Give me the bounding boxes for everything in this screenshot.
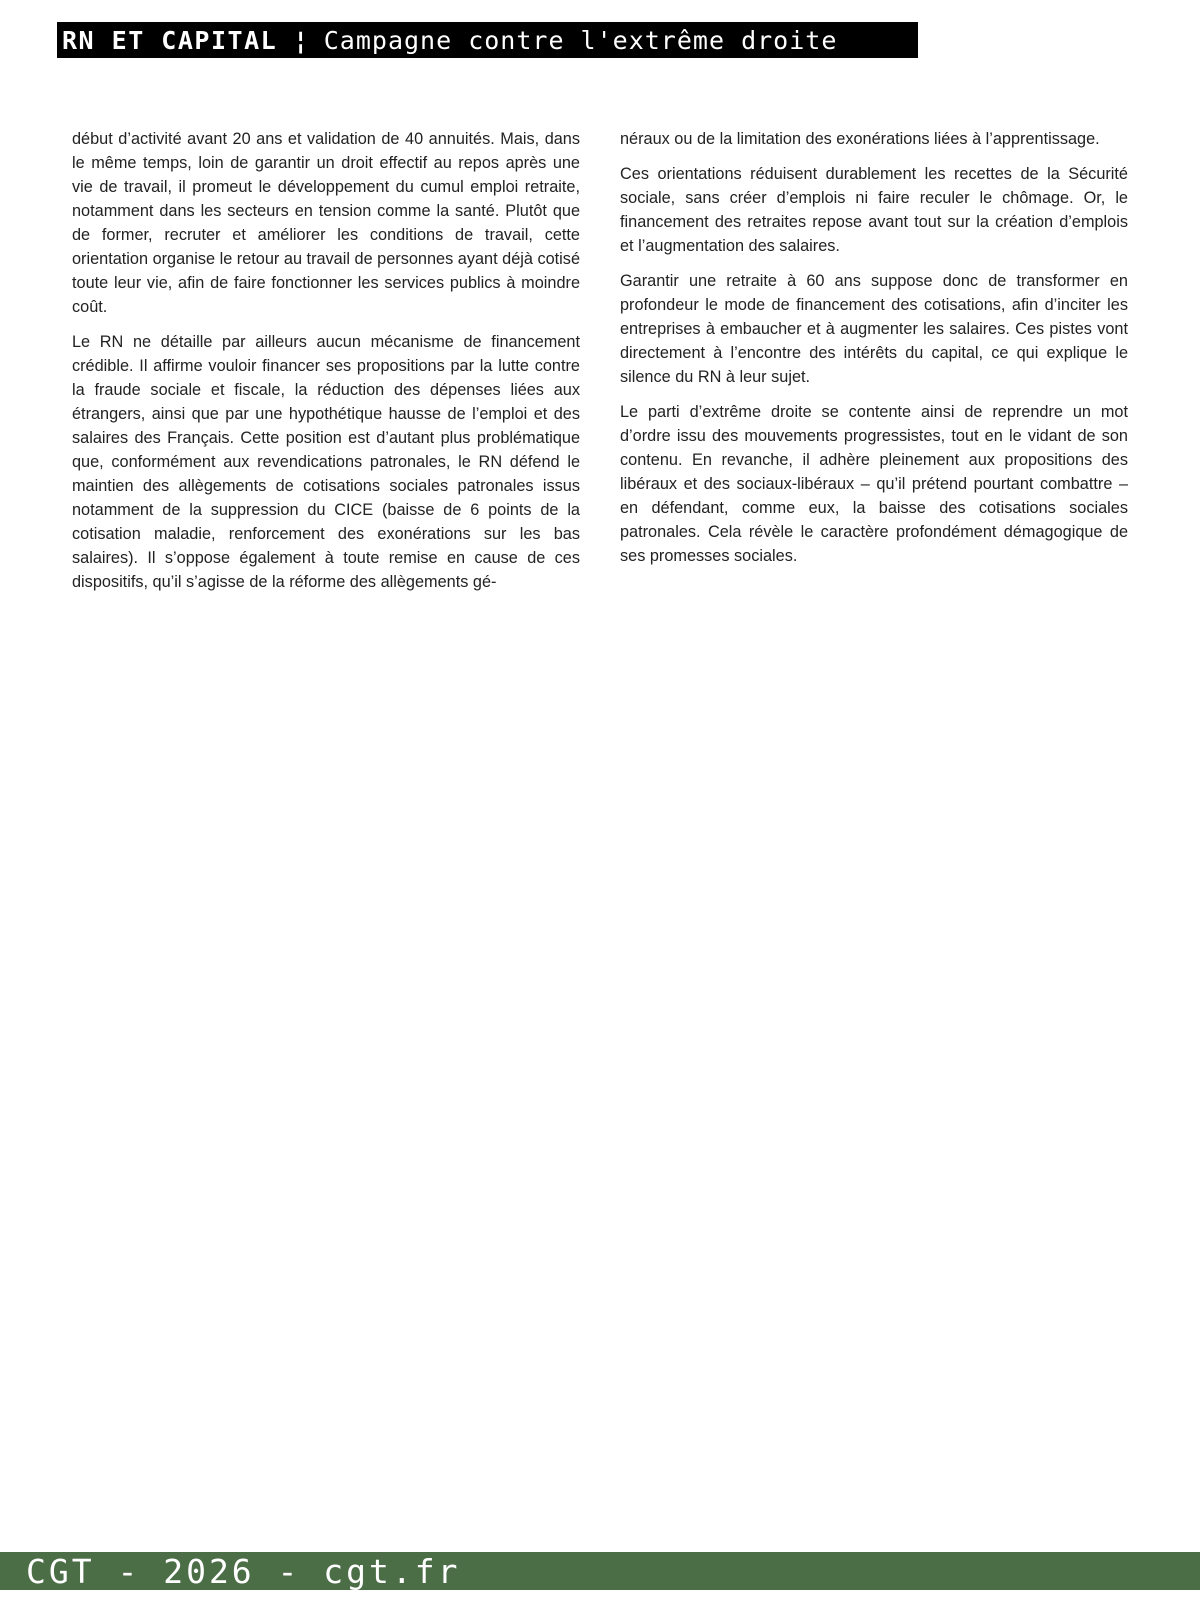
paragraph: néraux ou de la limitation des exonérations liées à l’apprentissage. — [620, 130, 1100, 148]
paragraph: début d’activité avant 20 ans et validation de 40 annuités. Mais, dans le même temps, loin de garantir un droit effectif au repos après une vie de travail, il promeut le développement du cumul emploi retraite, notamment dans les secteurs en tension comme la santé. Plutôt que de former, recruter et améliorer les conditions de travail, cette orientation organise le retour au travail de personnes ayant déjà cotisé toute leur vie, afin de faire fonctionner les services publics à moindre coût. — [72, 130, 580, 316]
right-text-column — [620, 127, 1128, 579]
page-footer-bar — [0, 1552, 1200, 1590]
paragraph: Le parti d’extrême droite se contente ainsi de reprendre un mot d’ordre issu des mouvements progressistes, tout en le vidant de son contenu. En revanche, il adhère pleinement aux propositions des libéraux et des sociaux-libéraux – qu’il prétend pourtant combattre – en défendant, comme eux, la baisse des cotisations sociales patronales. Cela révèle le caractère profondément démagogique de ses promesses sociales. — [620, 403, 1128, 565]
header-title: RN ET CAPITAL — [62, 25, 278, 55]
paragraph: Ces orientations réduisent durablement les recettes de la Sécurité sociale, sans créer d’emplois ni faire reculer le chômage. Or, le financement des retraites repose avant tout sur la création d’emplois et l’augmentation des salaires. — [620, 165, 1128, 255]
header-separator: ¦ — [293, 25, 310, 55]
footer-text: CGT - 2026 - cgt.fr — [26, 1551, 461, 1591]
left-text-column — [72, 127, 580, 605]
paragraph: Garantir une retraite à 60 ans suppose donc de transformer en profondeur le mode de financement des cotisations, afin d’inciter les entreprises à embaucher et à augmenter les salaires. Ces pistes vont directement à l’encontre des intérêts du capital, ce qui explique le silence du RN à leur sujet. — [620, 272, 1128, 386]
header-subtitle: Campagne contre l'extrême droite — [323, 25, 838, 55]
paragraph: Le RN ne détaille par ailleurs aucun mécanisme de financement crédible. Il affirme vouloir financer ses propositions par la lutte contre la fraude sociale et fiscale, la réduction des dépenses liées aux étrangers, ainsi que par une hypothétique hausse de l’emploi et des salaires des Français. Cette position est d’autant plus problématique que, conformément aux revendications patronales, le RN défend le maintien des allègements de cotisations sociales patronales issus notamment de la suppression du CICE (baisse de 6 points de la cotisation maladie, renforcement des exonérations sur les bas salaires). Il s’oppose également à toute remise en cause de ces dispositifs, qu’il s’agisse de la réforme des allègements gé- — [72, 333, 580, 591]
page-header-bar — [57, 22, 918, 58]
